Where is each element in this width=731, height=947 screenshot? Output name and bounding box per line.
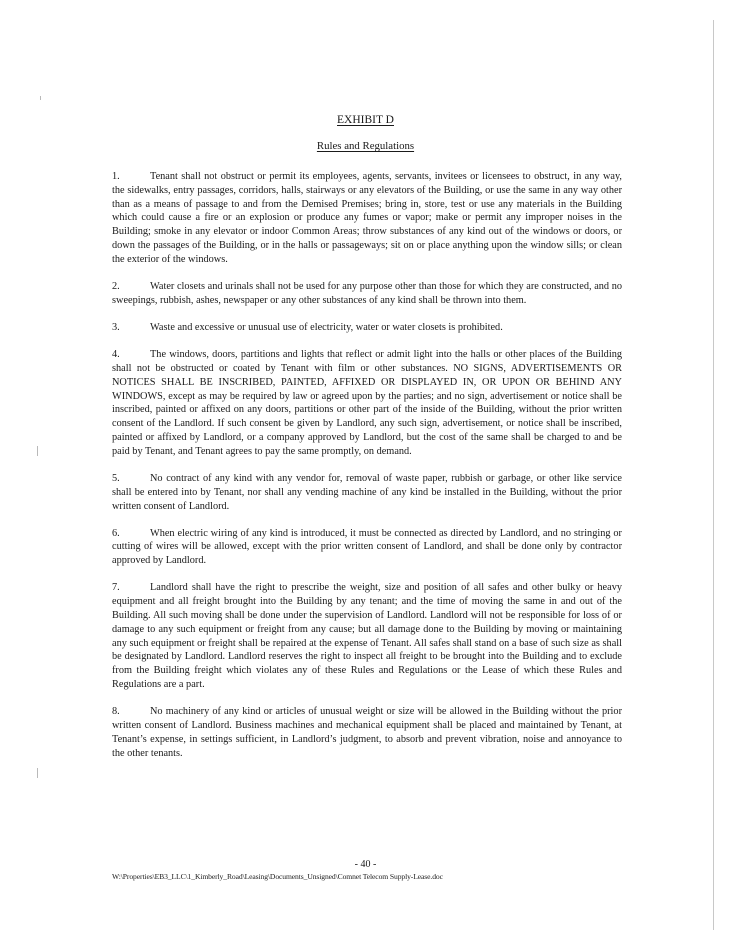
- rule-text: Waste and excessive or unusual use of electricity, water or water closets is prohibited.: [150, 321, 503, 333]
- scan-edge-line: [713, 20, 714, 930]
- document-subtitle: Rules and Regulations: [316, 140, 415, 152]
- scan-speck: [37, 446, 38, 456]
- rule-number: 7.: [112, 582, 120, 594]
- page-number: - 40 -: [354, 859, 377, 870]
- rule-text: Landlord shall have the right to prescribe the weight, size and position of all safes and other bulky or heavy equipment and all freight brought into the Building by any tenant; and the time of moving the same in and out of the Building. All such moving shall be done under the supervision of Landlord. Landlord will not be responsible for loss of or damage to any such equipment or freight from any cause; but all damage done to the Building by moving or maintaining any such equipment or freight shall be repaired at the expense of Tenant. All safes shall stand on a base of such size as shall be designated by Landlord. Landlord reserves the right to inspect all freight to be brought into the Building and to exclude from the Building freight which violates any of these Rules and Regulations or the Lease of which these Rules and Regulations are a part.: [112, 582, 622, 691]
- rule-number: 4.: [112, 349, 120, 361]
- rule-number: 2.: [112, 280, 120, 292]
- rule-text: No contract of any kind with any vendor for, removal of waste paper, rubbish or garbage, or other like service shall be entered into by Tenant, nor shall any vending machine of any kind be installed in the Building, without the prior written consent of Landlord.: [112, 472, 622, 512]
- exhibit-title: EXHIBIT D: [337, 114, 394, 126]
- rule-paragraph: [112, 472, 622, 513]
- rule-number: 8.: [112, 706, 120, 718]
- rule-paragraph: [112, 527, 622, 568]
- rule-number: 5.: [112, 472, 120, 484]
- scan-speck: [37, 768, 38, 778]
- rule-number: 3.: [112, 321, 120, 333]
- rule-paragraph: [112, 348, 622, 458]
- rule-text: Tenant shall not obstruct or permit its employees, agents, servants, invitees or licensees to obstruct, in any way, the sidewalks, entry passages, corridors, halls, stairways or any elevators of the Building, or use the same in any way other than as a means of passage to and from the Demised Premises; bring in, store, test or use any materials in the Building which could cause a fire or an explosion or produce any fumes or vapor; make or permit any improper noises in the Building; smoke in any elevator or indoor Common Areas; throw substances of any kind out of the windows or doors, or down the passages of the Building, or in the halls or passageways; sit on or place anything upon the window sills; or clean the exterior of the windows.: [112, 171, 622, 265]
- rule-number: 6.: [112, 527, 120, 539]
- rule-number: 1.: [112, 171, 120, 182]
- rule-paragraph: [112, 280, 622, 308]
- file-path-footer: W:\Properties\EB3_LLC\1_Kimberly_Road\Leasing\Documents_Unsigned\Comnet Telecom Supply-Lease.doc: [112, 872, 443, 881]
- rule-text: The windows, doors, partitions and lights that reflect or admit light into the halls or other places of the Building shall not be obstructed or coated by Tenant with film or other substances. NO SIGNS, ADVERTISEMENTS OR NOTICES SHALL BE INSCRIBED, PAINTED, AFFIXED OR DISPLAYED IN, OR UPON OR BEHIND ANY WINDOWS, except as may be required by law or agreed upon by the parties; and no sign, advertisement or notice shall be inscribed, painted or affixed on any doors, partitions or other part of the inside of the Building, without the prior written consent of the Landlord. If such consent be given by Landlord, any such sign, advertisement, or notice shall be inscribed, painted or affixed by Landlord, or a company approved by Landlord, but the cost of the same shall be charged to and be paid by Tenant, and Tenant agrees to pay the same promptly, on demand.: [112, 349, 622, 457]
- rule-text: Water closets and urinals shall not be used for any purpose other than those for which they are constructed, and no sweepings, rubbish, ashes, newspaper or any other substances of any kind shall be thrown into them.: [112, 280, 622, 306]
- rule-text: When electric wiring of any kind is introduced, it must be connected as directed by Landlord, and no stringing or cutting of wires will be allowed, except with the prior written consent of Landlord, and shall be done only by contractor approved by Landlord.: [112, 527, 622, 567]
- rule-text: No machinery of any kind or articles of unusual weight or size will be allowed in the Building without the prior written consent of Landlord. Business machines and mechanical equipment shall be placed and maintained by Tenant, at Tenant’s expense, in settings sufficient, in Landlord’s judgment, to absorb and prevent vibration, noise and annoyance to the other tenants.: [112, 706, 622, 759]
- rule-paragraph: [112, 321, 622, 335]
- scan-speck: [40, 96, 41, 100]
- rule-paragraph: [112, 581, 622, 691]
- rules-list: [112, 170, 622, 774]
- rule-paragraph: [112, 705, 622, 760]
- rule-paragraph: [112, 170, 622, 267]
